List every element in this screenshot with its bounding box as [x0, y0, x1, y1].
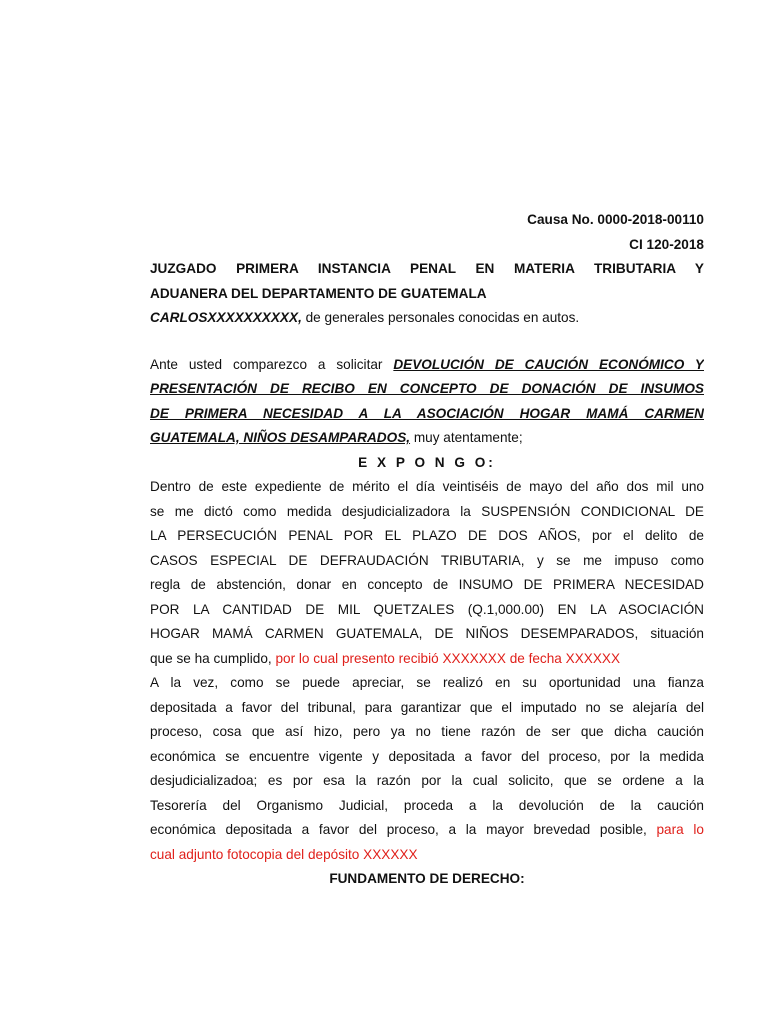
party-description: de generales personales conocidas en autos.	[301, 310, 580, 325]
paragraph-line: proceso, cosa que así hizo, pero ya no tiene razón de ser que dicha caución	[150, 724, 704, 739]
paragraph-1	[150, 475, 704, 671]
request-subject-2: PRESENTACIÓN DE RECIBO EN CONCEPTO DE DONACIÓN DE INSUMOS	[150, 381, 704, 396]
attachment-note-start: para lo	[656, 822, 704, 837]
paragraph-text: que se ha cumplido,	[150, 650, 276, 666]
request-intro: Ante usted comparezco a solicitar	[150, 356, 394, 372]
paragraph-line-last	[150, 647, 704, 672]
fundamento-heading: FUNDAMENTO DE DERECHO:	[329, 871, 525, 886]
paragraph-line: depositada a favor del tribunal, para garantizar que el imputado no se alejaría del	[150, 699, 704, 715]
paragraph-line: regla de abstención, donar en concepto de INSUMO DE PRIMERA NECESIDAD	[150, 577, 704, 592]
court-name-line-1: JUZGADO PRIMERA INSTANCIA PENAL EN MATERIA TRIBUTARIA Y	[150, 261, 704, 276]
paragraph-line: desjudicializadoa; es por esa la razón por la cual solicito, que se ordene a la	[150, 773, 704, 788]
paragraph-line: A la vez, como se puede apreciar, se realizó en su oportunidad una fianza	[150, 675, 704, 690]
request-line-4	[150, 426, 704, 451]
paragraph-line: LA PERSECUCIÓN PENAL POR EL PLAZO DE DOS AÑOS, por el delito de	[150, 528, 704, 543]
paragraph-line: HOGAR MAMÁ CARMEN GUATEMALA, DE NIÑOS DESEMPARADOS, situación	[150, 626, 704, 641]
paragraph-line: POR LA CANTIDAD DE MIL QUETZALES (Q.1,000.00) EN LA ASOCIACIÓN	[150, 601, 704, 617]
document-page	[150, 208, 704, 892]
request-subject-4: GUATEMALA, NIÑOS DESAMPARADOS,	[150, 430, 411, 445]
paragraph-line: se me dictó como medida desjudicializadora la SUSPENSIÓN CONDICIONAL DE	[150, 503, 704, 519]
expongo-heading: E X P O N G O:	[358, 454, 496, 470]
paragraph-2	[150, 671, 704, 867]
court-name-line-2: ADUANERA DEL DEPARTAMENTO DE GUATEMALA	[150, 285, 487, 301]
request-line-1	[150, 353, 704, 378]
paragraph-text: económica depositada a favor del proceso, a la mayor brevedad posible,	[150, 822, 657, 837]
attachment-note-end: cual adjunto fotocopia del depósito XXXXXX	[150, 846, 418, 862]
receipt-placeholder: por lo cual presento recibió XXXXXXX de fecha XXXXXX	[275, 650, 621, 666]
ci-number: CI 120-2018	[629, 236, 704, 252]
paragraph-line	[150, 818, 704, 843]
paragraph-line: CASOS ESPECIAL DE DEFRAUDACIÓN TRIBUTARIA, y se me impuso como	[150, 552, 704, 568]
paragraph-line: Dentro de este expediente de mérito el día veintiséis de mayo del año dos mil uno	[150, 479, 704, 494]
party-line	[150, 306, 704, 331]
paragraph-line: económica se encuentre vigente y depositada a favor del proceso, por la medida	[150, 748, 704, 764]
request-subject-1: DEVOLUCIÓN DE CAUCIÓN ECONÓMICO Y	[393, 356, 704, 372]
request-closing: muy atentamente;	[410, 430, 523, 445]
paragraph-line: Tesorería del Organismo Judicial, proceda a la devolución de la caución	[150, 797, 704, 813]
case-number: Causa No. 0000-2018-00110	[527, 212, 704, 227]
party-name: CARLOSXXXXXXXXXX,	[150, 310, 302, 325]
request-subject-3: DE PRIMERA NECESIDAD A LA ASOCIACIÓN HOGAR MAMÁ CARMEN	[150, 405, 704, 421]
spacer	[150, 331, 704, 353]
